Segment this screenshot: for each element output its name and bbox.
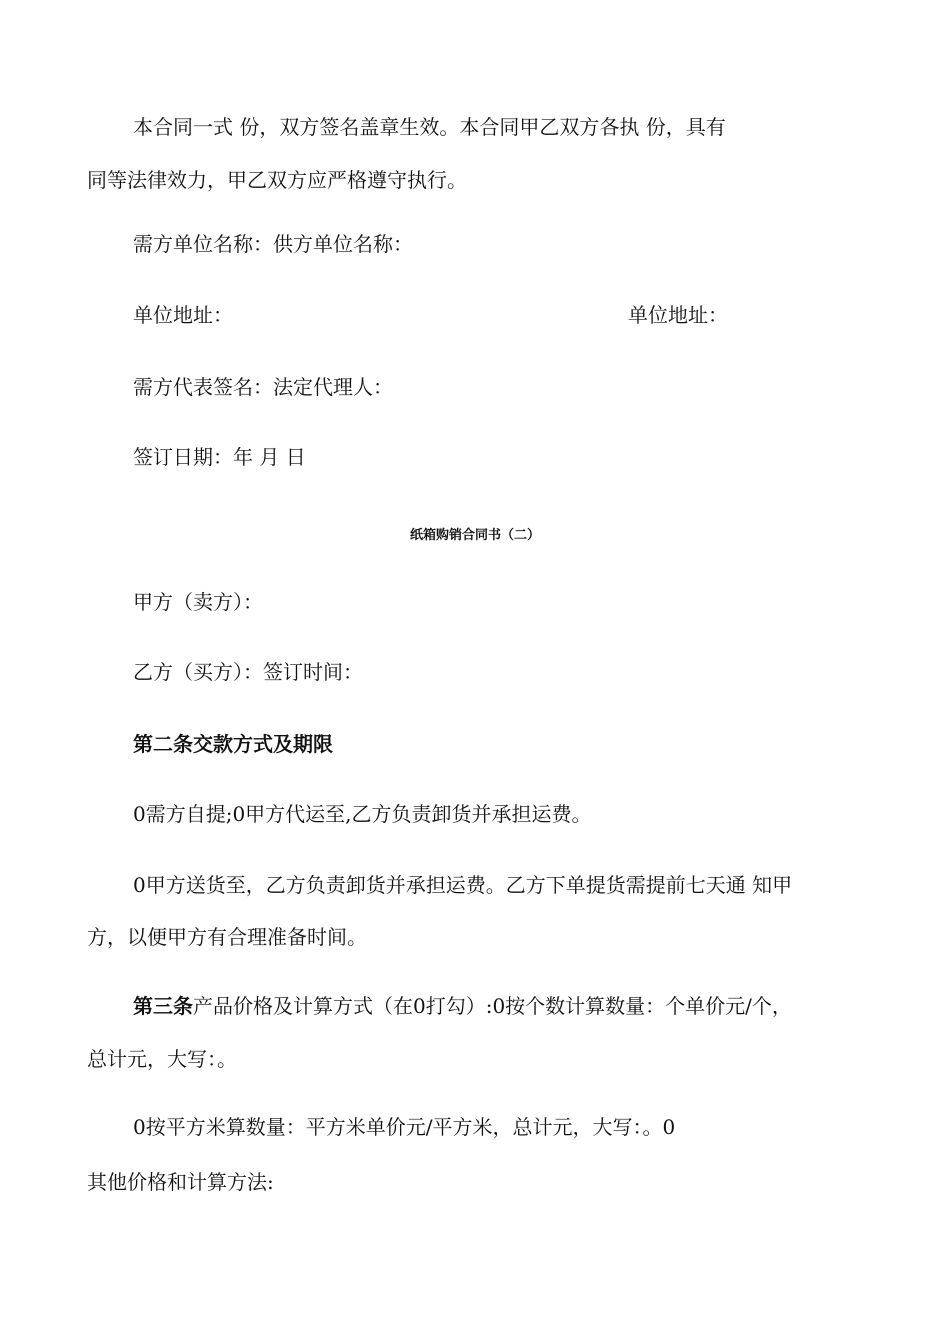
article-2-heading: 第二条交款方式及期限 — [133, 732, 333, 756]
buyer-address-label: 单位地址： — [133, 303, 233, 327]
quantity-clause-line-1: 本合同一式 份，双方签名盖章生效。本合同甲乙双方各执 份，具有 — [133, 115, 726, 139]
delivery-option-2-line-1: 0甲方送货至，乙方负责卸货并承担运费。乙方下单提货需提前七天通 知甲 — [133, 873, 793, 897]
article-3-text: 产品价格及计算方式（在0打勾）:0按个数计算数量：个单价元/个， — [193, 994, 792, 1018]
contract-title: 纸箱购销合同书（二） — [409, 528, 540, 543]
party-b-line: 乙方（买方）：签订时间： — [133, 660, 363, 684]
party-a-line: 甲方（卖方）： — [133, 590, 263, 614]
article-3-heading: 第三条 — [133, 994, 193, 1018]
representative-signature-line: 需方代表签名：法定代理人： — [133, 375, 393, 399]
party-names-line: 需方单位名称：供方单位名称： — [133, 232, 413, 256]
quantity-clause-line-2: 同等法律效力，甲乙双方应严格遵守执行。 — [87, 168, 467, 192]
other-pricing-line: 其他价格和计算方法: — [87, 1170, 274, 1194]
article-3-line-2: 总计元，大写：。 — [87, 1047, 237, 1071]
delivery-option-2-line-2: 方，以便甲方有合理准备时间。 — [87, 925, 367, 949]
seller-address-label: 单位地址： — [628, 303, 728, 327]
signing-date-line: 签订日期：年 月 日 — [133, 445, 306, 469]
delivery-option-1: 0需方自提;0甲方代运至,乙方负责卸货并承担运费。 — [133, 802, 592, 826]
article-3-line-1 — [133, 994, 792, 1018]
area-pricing-line: 0按平方米算数量：平方米单价元/平方米，总计元，大写：。0 — [133, 1115, 676, 1139]
